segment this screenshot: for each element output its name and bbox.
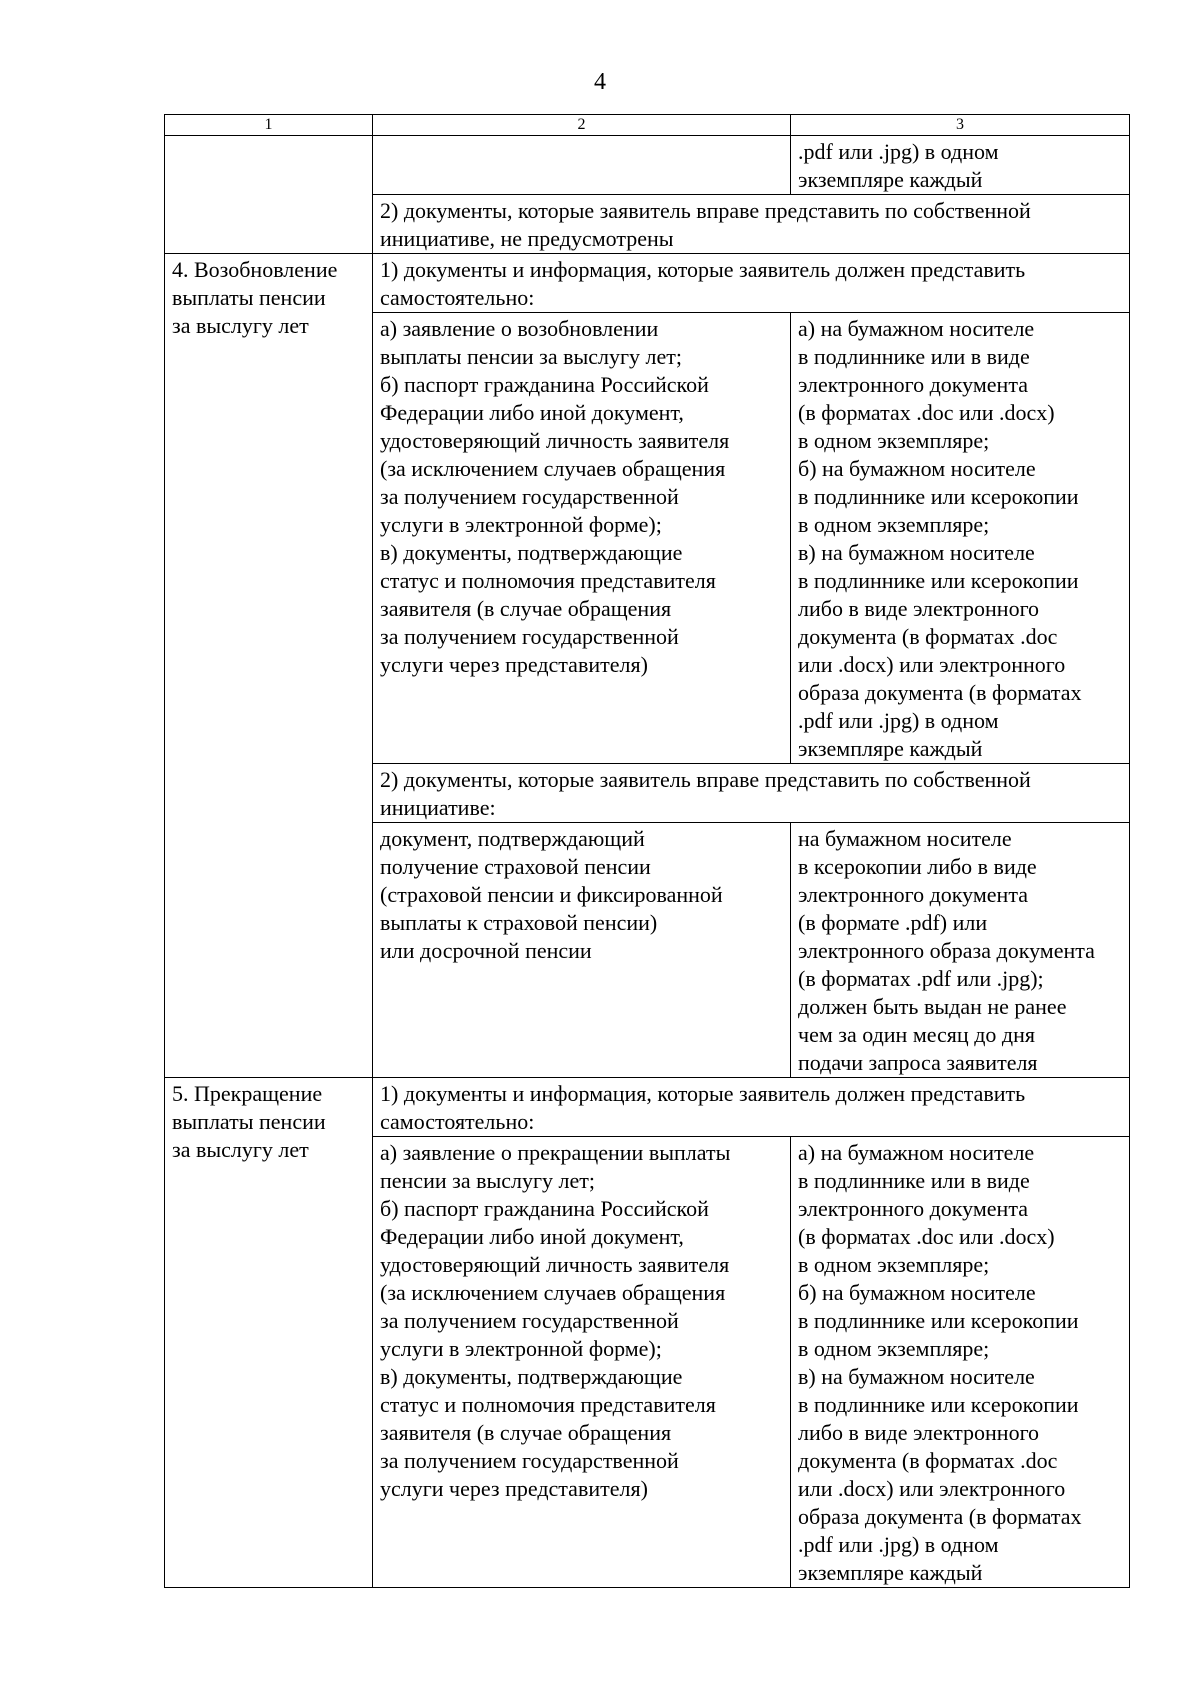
documents-table — [164, 114, 1130, 1588]
required-docs-cell: а) заявление о возобновлении выплаты пенсии за выслугу лет; б) паспорт гражданина Российской Федерации либо иной документ, удостоверяющий личность заявителя (за исключением случаев обращения за получением государственной услуги в электронной форме); в) документы, подтверждающие статус и полномочия представителя заявителя (в случае обращения за получением государственной услуги через представителя) — [373, 313, 791, 764]
service-cell-continued — [165, 136, 373, 254]
service-name-cell: 4. Возобновление выплаты пенсии за выслугу лет — [165, 254, 373, 1078]
optional-docs-header: 2) документы, которые заявитель вправе представить по собственной инициативе: — [373, 764, 1130, 823]
required-forms-cell: а) на бумажном носителе в подлиннике или в виде электронного документа (в форматах .doc или .docx) в одном экземпляре; б) на бумажном носителе в подлиннике или ксерокопии в одном экземпляре; в) на бумажном носителе в подлиннике или ксерокопии либо в виде электронного документа (в форматах .doc или .docx) или электронного образа документа (в форматах .pdf или .jpg) в одном экземпляре каждый — [791, 313, 1130, 764]
required-docs-header: 1) документы и информация, которые заявитель должен представить самостоятельно: — [373, 254, 1130, 313]
table-row — [165, 1078, 1130, 1137]
page-number: 4 — [594, 69, 606, 95]
service-name-cell: 5. Прекращение выплаты пенсии за выслугу лет — [165, 1078, 373, 1588]
forms-cell-continued: .pdf или .jpg) в одном экземпляре каждый — [791, 136, 1130, 195]
column-header-3: 3 — [791, 115, 1130, 136]
column-header-1: 1 — [165, 115, 373, 136]
optional-forms-cell: на бумажном носителе в ксерокопии либо в виде электронного документа (в формате .pdf) или электронного образа документа (в форматах .pdf или .jpg); должен быть выдан не ранее чем за один месяц до дня подачи запроса заявителя — [791, 823, 1130, 1078]
docs-cell-continued — [373, 136, 791, 195]
table-row — [165, 254, 1130, 313]
optional-docs-cell: документ, подтверждающий получение страховой пенсии (страховой пенсии и фиксированной выплаты к страховой пенсии) или досрочной пенсии — [373, 823, 791, 1078]
table-header-row — [165, 115, 1130, 136]
optional-docs-note: 2) документы, которые заявитель вправе представить по собственной инициативе, не предусмотрены — [373, 195, 1130, 254]
column-header-2: 2 — [373, 115, 791, 136]
required-docs-cell: а) заявление о прекращении выплаты пенсии за выслугу лет; б) паспорт гражданина Российской Федерации либо иной документ, удостоверяющий личность заявителя (за исключением случаев обращения за получением государственной услуги в электронной форме); в) документы, подтверждающие статус и полномочия представителя заявителя (в случае обращения за получением государственной услуги через представителя) — [373, 1137, 791, 1588]
required-forms-cell: а) на бумажном носителе в подлиннике или в виде электронного документа (в форматах .doc или .docx) в одном экземпляре; б) на бумажном носителе в подлиннике или ксерокопии в одном экземпляре; в) на бумажном носителе в подлиннике или ксерокопии либо в виде электронного документа (в форматах .doc или .docx) или электронного образа документа (в форматах .pdf или .jpg) в одном экземпляре каждый — [791, 1137, 1130, 1588]
required-docs-header: 1) документы и информация, которые заявитель должен представить самостоятельно: — [373, 1078, 1130, 1137]
table-row — [165, 136, 1130, 195]
